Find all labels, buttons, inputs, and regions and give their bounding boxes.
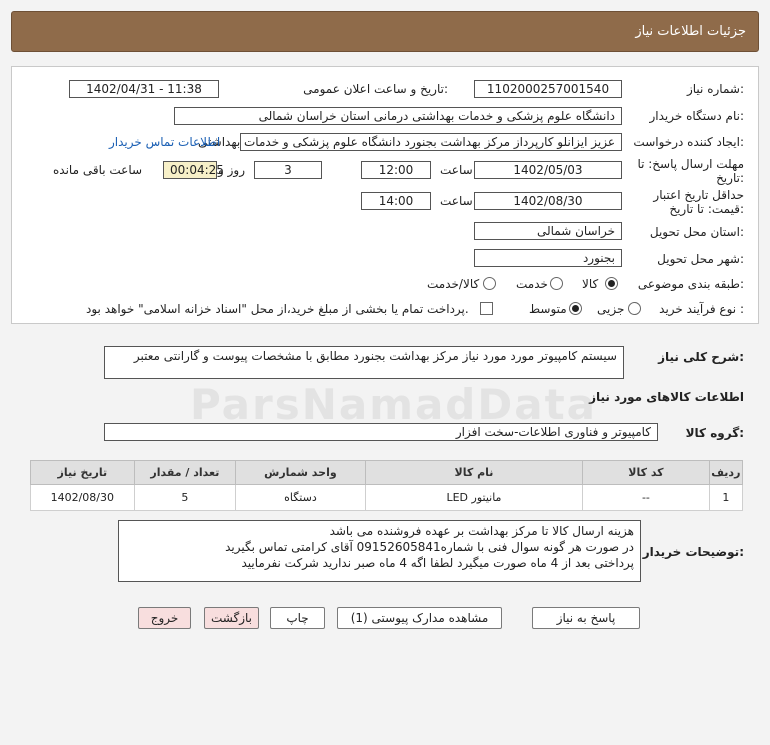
category-goods-label: کالا	[582, 277, 599, 291]
creator-field: عزیز ایزانلو کارپرداز مرکز بهداشت بجنورد دانشگاه علوم پزشکی و خدمات بهداشتی	[240, 133, 622, 151]
items-table	[30, 460, 743, 511]
deadline-time-field: 12:00	[361, 161, 431, 179]
back-button[interactable]: بازگشت	[204, 607, 259, 629]
remaining-label: ساعت باقی مانده	[53, 163, 143, 177]
cell-quantity: 5	[134, 485, 236, 511]
reply-button[interactable]: پاسخ به نیاز	[532, 607, 640, 629]
category-goods-radio[interactable]	[605, 277, 618, 290]
notes-line-1: هزینه ارسال کالا تا مرکز بهداشت بر عهده فروشنده می باشد	[329, 524, 634, 538]
validity-time-label: ساعت	[440, 194, 473, 208]
exit-button[interactable]: خروج	[138, 607, 191, 629]
announce-field: 1402/04/31 - 11:38	[69, 80, 219, 98]
table-header-row	[31, 461, 743, 485]
deadline-label-date: تاریخ:	[716, 171, 744, 185]
cell-row: 1	[709, 485, 742, 511]
view-attachments-button[interactable]: مشاهده مدارک پیوستی (1)	[337, 607, 502, 629]
deadline-date-field: 1402/05/03	[474, 161, 622, 179]
need-number-field: 1102000257001540	[474, 80, 622, 98]
category-label: طبقه بندی موضوعی:	[637, 277, 744, 291]
buyer-notes-box	[118, 520, 641, 582]
validity-label: حداقل تاریخ اعتبار	[653, 188, 744, 202]
table-row	[31, 485, 743, 511]
col-row: ردیف	[709, 461, 742, 485]
process-medium-label: متوسط	[529, 302, 567, 316]
col-date: تاریخ نیاز	[31, 461, 135, 485]
validity-label-date: قیمت: تا تاریخ:	[669, 202, 744, 216]
creator-label: ایجاد کننده درخواست:	[633, 135, 744, 149]
province-label: استان محل تحویل:	[649, 225, 744, 239]
watermark: ParsNamadData	[190, 380, 597, 429]
process-label: نوع فرآیند خرید :	[659, 302, 744, 316]
col-code: کد کالا	[583, 461, 709, 485]
deadline-time-label: ساعت	[440, 163, 473, 177]
col-quantity: تعداد / مقدار	[134, 461, 236, 485]
city-field: بجنورد	[474, 249, 622, 267]
goods-group-field: کامپیوتر و فناوری اطلاعات-سخت افزار	[104, 423, 658, 441]
validity-date-field: 1402/08/30	[474, 192, 622, 210]
announce-label: تاریخ و ساعت اعلان عمومی:	[303, 82, 448, 96]
col-name: نام کالا	[365, 461, 583, 485]
treasury-payment-checkbox[interactable]	[480, 302, 493, 315]
cell-code: --	[583, 485, 709, 511]
province-field: خراسان شمالی	[474, 222, 622, 240]
category-goods-service-label: کالا/خدمت	[427, 277, 480, 291]
process-medium-radio[interactable]	[569, 302, 582, 315]
notes-line-2: در صورت هر گونه سوال فنی با شماره09152605841 آقای کرامتی تماس بگیرید	[225, 540, 634, 554]
deadline-label: مهلت ارسال پاسخ: تا	[637, 157, 744, 171]
category-service-radio[interactable]	[550, 277, 563, 290]
category-goods-service-radio[interactable]	[483, 277, 496, 290]
page-title: جزئیات اطلاعات نیاز	[635, 24, 746, 39]
treasury-payment-text: پرداخت تمام یا بخشی از مبلغ خرید،از محل "اسناد خزانه اسلامی" خواهد بود.	[86, 302, 469, 316]
validity-time-field: 14:00	[361, 192, 431, 210]
category-service-label: خدمت	[516, 277, 548, 291]
process-minor-label: جزیی	[597, 302, 625, 316]
buyer-field: دانشگاه علوم پزشکی و خدمات بهداشتی درمانی استان خراسان شمالی	[174, 107, 622, 125]
need-number-label: شماره نیاز:	[686, 82, 744, 96]
col-unit: واحد شمارش	[236, 461, 366, 485]
city-label: شهر محل تحویل:	[657, 252, 744, 266]
process-minor-radio[interactable]	[628, 302, 641, 315]
buyer-notes-label: توضیحات خریدار:	[642, 545, 744, 559]
days-field: 3	[254, 161, 322, 179]
summary-label: شرح کلی نیاز:	[658, 350, 744, 364]
cell-date: 1402/08/30	[31, 485, 135, 511]
page-header	[11, 11, 759, 52]
print-button[interactable]: چاپ	[270, 607, 325, 629]
buyer-label: نام دستگاه خریدار:	[649, 109, 744, 123]
cell-unit: دستگاه	[236, 485, 366, 511]
buyer-contact-link[interactable]: اطلاعات تماس خریدار	[109, 135, 221, 149]
notes-line-3: پرداختی بعد از 4 ماه صورت میگیرد لطفا اگه 4 ماه صبر ندارید شرکت نفرمایید	[241, 556, 634, 570]
summary-field: سیستم کامپیوتر مورد مورد نیاز مرکز بهداشت بجنورد مطابق با مشخصات پیوست و گارانتی معتبر	[104, 346, 624, 379]
remaining-time-field: 00:04:25	[163, 161, 217, 179]
goods-group-label: گروه کالا:	[685, 426, 744, 440]
cell-name: مانیتور LED	[365, 485, 583, 511]
days-label: روز و	[218, 163, 245, 177]
items-section-title: اطلاعات کالاهای مورد نیاز	[589, 390, 744, 404]
